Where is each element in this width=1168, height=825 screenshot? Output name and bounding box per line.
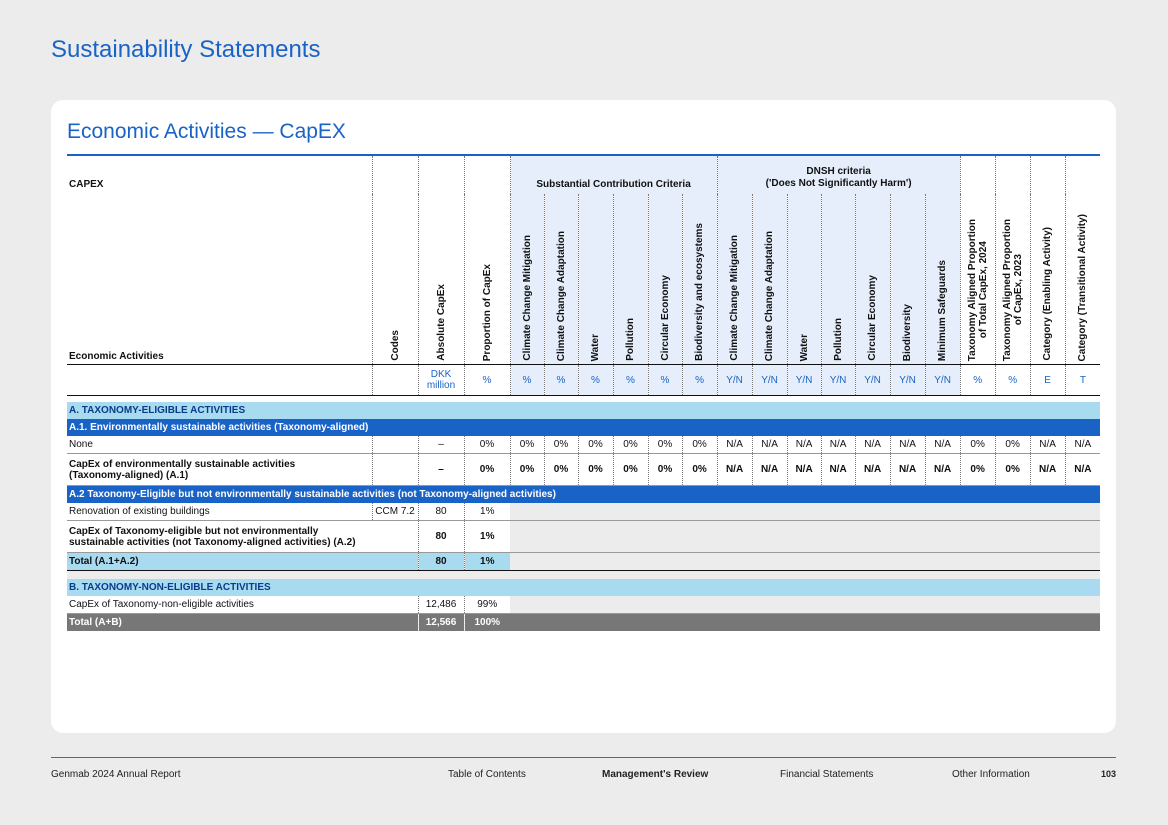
cell: 0% — [578, 454, 613, 486]
header-row-2 — [67, 194, 1100, 365]
capex-label: CAPEX — [69, 179, 104, 190]
unit-cell: E — [1030, 365, 1065, 396]
unit-cell: Y/N — [890, 365, 925, 396]
cell: N/A — [855, 454, 890, 486]
economic-activities-label: Economic Activities — [69, 351, 164, 362]
scc-col-header: Pollution — [625, 318, 636, 361]
tap-2024-header — [967, 219, 989, 361]
cell: N/A — [717, 436, 752, 454]
scc-col-header: Circular Economy — [659, 275, 671, 361]
unit-cell: % — [578, 365, 613, 396]
section-a1-row — [67, 419, 1100, 436]
cell: 0% — [578, 436, 613, 454]
cell: 0% — [510, 454, 544, 486]
unit-cell: % — [995, 365, 1030, 396]
cell: 1% — [464, 553, 510, 571]
unit-cell: % — [682, 365, 717, 396]
scc-col-header: Climate Change Adaptation — [555, 230, 567, 361]
section-b-label: B. TAXONOMY-NON-ELIGIBLE ACTIVITIES — [67, 579, 1100, 596]
cell: N/A — [1030, 436, 1065, 454]
cell: 0% — [648, 436, 682, 454]
card-title: Economic Activities — CapEX — [67, 120, 346, 143]
nav-table-of-contents[interactable]: Table of Contents — [448, 769, 526, 780]
cell: N/A — [1065, 436, 1100, 454]
cell: 0% — [682, 436, 717, 454]
cell: 0% — [510, 436, 544, 454]
cell: 0% — [613, 436, 648, 454]
cell: 0% — [960, 436, 995, 454]
tap-2024-line2: of Total CapEx, 2024 — [977, 241, 989, 339]
page-number: 103 — [1100, 769, 1116, 779]
content-card — [51, 100, 1116, 733]
row-label: None — [67, 436, 372, 454]
nav-other-information[interactable]: Other Information — [952, 769, 1030, 780]
cell: 80 — [418, 553, 464, 571]
row-label: Total (A+B) — [67, 614, 418, 632]
section-a-row — [67, 402, 1100, 419]
cell: 0% — [960, 454, 995, 486]
cell: 100% — [464, 614, 510, 632]
cell: – — [418, 454, 464, 486]
dnsh-header-line2: ('Does Not Significantly Harm') — [765, 178, 912, 189]
tap-2023-line1: Taxonomy Aligned Proportion — [1001, 218, 1013, 361]
page-title: Sustainability Statements — [51, 36, 321, 63]
dnsh-col-header: Pollution — [832, 318, 844, 361]
section-b-row — [67, 579, 1100, 596]
row-label: CapEx of Taxonomy-non-eligible activities — [67, 596, 418, 614]
units-row — [67, 365, 1100, 396]
unit-cell: Y/N — [821, 365, 855, 396]
header-row-1 — [67, 155, 1100, 194]
nav-financial-statements[interactable]: Financial Statements — [780, 769, 874, 780]
cell: 12,566 — [418, 614, 464, 632]
scc-group-header: Substantial Contribution Criteria — [510, 155, 717, 194]
codes-header: Codes — [389, 330, 401, 361]
cell: N/A — [821, 454, 855, 486]
unit-cell: % — [648, 365, 682, 396]
cell: 1% — [464, 503, 510, 521]
cell: 80 — [418, 503, 464, 521]
cell: 0% — [613, 454, 648, 486]
cell: N/A — [717, 454, 752, 486]
abs-capex-header: Absolute CapEx — [435, 284, 447, 361]
table-row — [67, 436, 1100, 454]
cell: CCM 7.2 — [372, 503, 418, 521]
table-row — [67, 521, 1100, 553]
table-row — [67, 553, 1100, 571]
tap-2023-line2: of CapEx, 2023 — [1012, 254, 1024, 326]
cell: 0% — [544, 436, 578, 454]
cell: N/A — [1030, 454, 1065, 486]
cell: 0% — [648, 454, 682, 486]
cell: – — [418, 436, 464, 454]
unit-cell: Y/N — [925, 365, 960, 396]
cell: N/A — [890, 436, 925, 454]
cell: 0% — [464, 454, 510, 486]
cell: 0% — [995, 436, 1030, 454]
unit-cell: % — [613, 365, 648, 396]
abs-unit: DKK million — [418, 365, 464, 396]
cell: 0% — [995, 454, 1030, 486]
row-label: CapEx of Taxonomy-eligible but not environmentally sustainable activities (not Taxonomy-aligned activities) (A.2) — [67, 521, 418, 553]
unit-cell: Y/N — [787, 365, 821, 396]
section-a2-label: A.2 Taxonomy-Eligible but not environmentally sustainable activities (not Taxonomy-aligned activities) — [67, 486, 1100, 504]
dnsh-col-header: Water — [798, 333, 810, 361]
dnsh-col-header: Circular Economy — [867, 275, 879, 361]
page-footer — [51, 757, 1116, 780]
tap-2023-header — [1002, 219, 1024, 361]
table-row — [67, 503, 1100, 521]
cell: N/A — [925, 454, 960, 486]
section-a2-row — [67, 486, 1100, 504]
table-row — [67, 596, 1100, 614]
scc-col-header: Water — [590, 333, 601, 361]
row-label: CapEx of environmentally sustainable activities (Taxonomy-aligned) (A.1) — [67, 454, 372, 486]
cell: N/A — [787, 436, 821, 454]
dnsh-header-line1: DNSH criteria — [806, 166, 871, 177]
tap-2024-line1: Taxonomy Aligned Proportion — [966, 218, 978, 361]
cell: 12,486 — [418, 596, 464, 614]
capex-table — [67, 154, 1100, 631]
cell: 1% — [464, 521, 510, 553]
unit-cell: % — [464, 365, 510, 396]
cell: N/A — [1065, 454, 1100, 486]
total-row — [67, 614, 1100, 632]
cell: N/A — [925, 436, 960, 454]
dnsh-col-header: Biodiversity — [902, 303, 914, 361]
scc-col-header: Biodiversity and ecosystems — [694, 223, 706, 361]
unit-cell: T — [1065, 365, 1100, 396]
unit-cell: Y/N — [717, 365, 752, 396]
cell: 0% — [682, 454, 717, 486]
section-a-label: A. TAXONOMY-ELIGIBLE ACTIVITIES — [67, 402, 1100, 419]
unit-cell: % — [544, 365, 578, 396]
prop-capex-header: Proportion of CapEx — [481, 263, 493, 361]
cell: N/A — [752, 436, 787, 454]
cell: N/A — [752, 454, 787, 486]
cell: N/A — [787, 454, 821, 486]
cell: 0% — [544, 454, 578, 486]
dnsh-col-header: Climate Change Mitigation — [729, 235, 741, 361]
cell: N/A — [890, 454, 925, 486]
dnsh-col-header: Minimum Safeguards — [937, 259, 949, 361]
dnsh-col-header: Climate Change Adaptation — [764, 230, 776, 361]
cat-transitional-header: Category (Transitional Activity) — [1077, 213, 1089, 361]
section-a1-label: A.1. Environmentally sustainable activities (Taxonomy-aligned) — [67, 419, 1100, 436]
scc-col-header: Climate Change Mitigation — [521, 235, 533, 361]
unit-cell: % — [510, 365, 544, 396]
row-label: Total (A.1+A.2) — [67, 553, 418, 571]
unit-cell: Y/N — [855, 365, 890, 396]
unit-cell: Y/N — [752, 365, 787, 396]
table-row — [67, 454, 1100, 486]
cell: N/A — [821, 436, 855, 454]
dnsh-group-header — [717, 155, 960, 194]
row-label: Renovation of existing buildings — [67, 503, 372, 521]
cell: 99% — [464, 596, 510, 614]
cat-enabling-header: Category (Enabling Activity) — [1042, 227, 1054, 361]
cell: 0% — [464, 436, 510, 454]
report-name: Genmab 2024 Annual Report — [51, 769, 181, 780]
cell: N/A — [855, 436, 890, 454]
unit-cell: % — [960, 365, 995, 396]
cell: 80 — [418, 521, 464, 553]
nav-management-review[interactable]: Management's Review — [602, 769, 709, 780]
